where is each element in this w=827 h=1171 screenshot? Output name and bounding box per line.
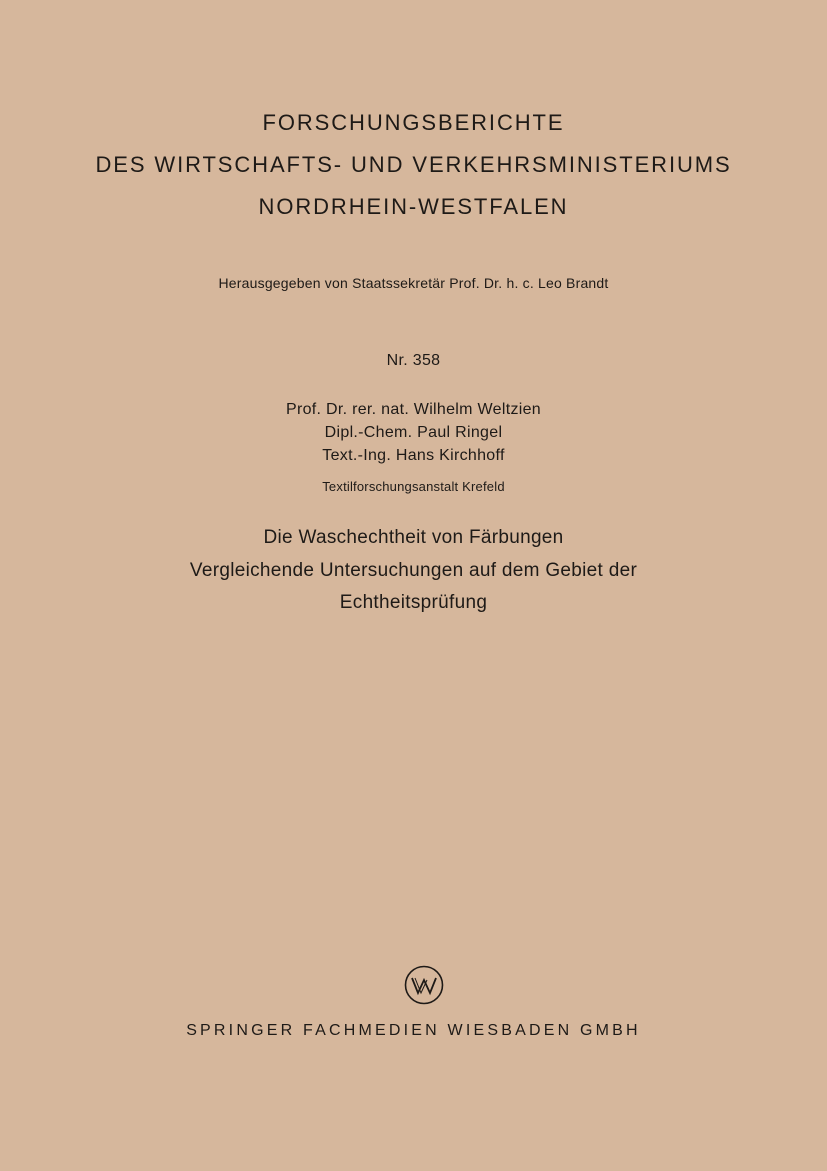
author-2: Dipl.-Chem. Paul Ringel [324, 424, 503, 441]
title-line-3: Echtheitsprüfung [339, 592, 488, 613]
series-title-line-1: FORSCHUNGSBERICHTE [262, 110, 565, 135]
editor-note: Herausgegeben von Staatssekretär Prof. Dr. h. c. Leo Brandt [218, 275, 609, 291]
report-number: Nr. 358 [386, 352, 441, 369]
series-title-line-2: DES WIRTSCHAFTS- UND VERKEHRSMINISTERIUMS [95, 152, 732, 177]
institute: Textilforschungsanstalt Krefeld [322, 479, 505, 494]
author-3: Text.-Ing. Hans Kirchhoff [322, 447, 505, 464]
title-line-2: Vergleichende Untersuchungen auf dem Gebiet der [189, 560, 638, 581]
author-1: Prof. Dr. rer. nat. Wilhelm Weltzien [285, 401, 542, 418]
series-title-line-3: NORDRHEIN-WESTFALEN [258, 194, 569, 219]
publisher-name: SPRINGER FACHMEDIEN WIESBADEN GMBH [186, 1022, 641, 1039]
springer-w-circle-icon [404, 965, 444, 1005]
title-line-1: Die Waschechtheit von Färbungen [263, 527, 564, 548]
